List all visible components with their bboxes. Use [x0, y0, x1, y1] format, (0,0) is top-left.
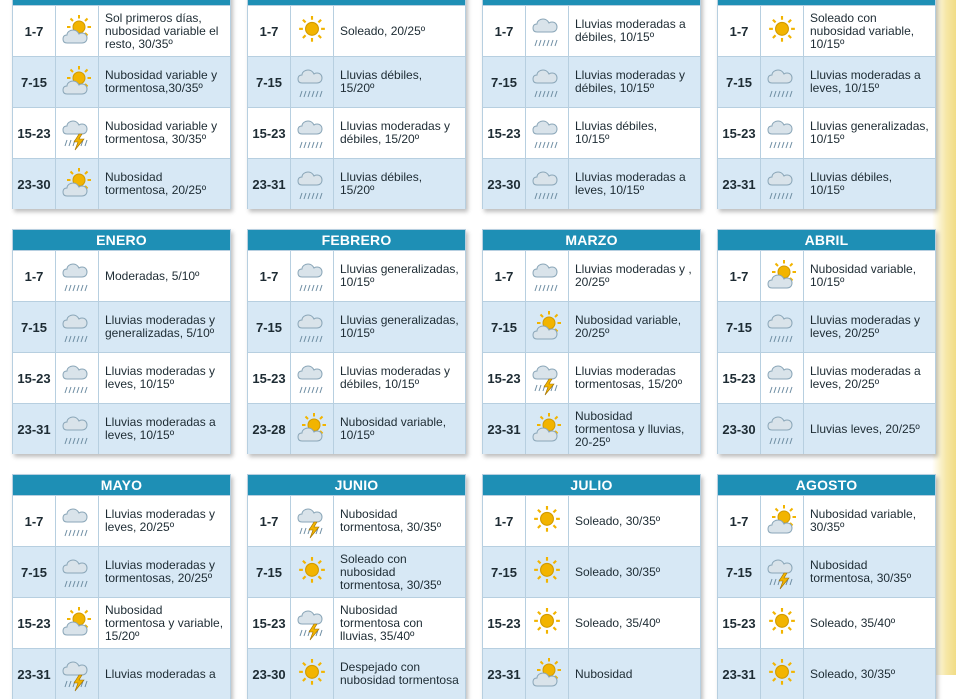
forecast-row [13, 158, 230, 209]
rain-cloud-icon [761, 353, 804, 403]
forecast-row [718, 107, 935, 158]
forecast-row [718, 301, 935, 352]
forecast-row [483, 250, 700, 301]
forecast-row [13, 107, 230, 158]
rain-cloud-icon [291, 159, 334, 209]
date-range: 15-23 [483, 598, 526, 648]
date-range: 15-23 [483, 108, 526, 158]
forecast-text: Moderadas, 5/10º [105, 268, 200, 283]
date-range: 7-15 [483, 547, 526, 597]
forecast-row [483, 403, 700, 454]
month-title: ENERO [13, 230, 230, 250]
date-range: 1-7 [248, 251, 291, 301]
month-card [247, 0, 466, 209]
forecast-text: Soleado, 30/35º [810, 666, 896, 681]
forecast-text: Lluvias moderadas y tormentosas, 20/25º [105, 558, 216, 585]
forecast-text: Soleado, 30/35º [575, 513, 661, 528]
rain-cloud-icon [526, 108, 569, 158]
forecast-text: Soleado con nubosidad variable, 10/15º [810, 10, 915, 51]
sun-icon [291, 547, 334, 597]
date-range: 15-23 [13, 108, 56, 158]
forecast-text: Lluvias débiles, 10/15º [810, 170, 893, 197]
forecast-row [718, 403, 935, 454]
forecast-text: Lluvias moderadas a débiles, 10/15º [575, 17, 686, 44]
date-range: 7-15 [248, 302, 291, 352]
forecast-row [248, 301, 465, 352]
date-range: 23-30 [718, 404, 761, 454]
forecast-row [248, 597, 465, 648]
date-range: 15-23 [248, 353, 291, 403]
month-title: AGOSTO [718, 475, 935, 495]
sun-cloud-icon [526, 649, 569, 699]
date-range: 7-15 [13, 547, 56, 597]
date-range: 23-28 [248, 404, 291, 454]
forecast-row [718, 495, 935, 546]
date-range: 1-7 [718, 496, 761, 546]
rain-cloud-icon [291, 251, 334, 301]
date-range: 15-23 [718, 353, 761, 403]
forecast-row [13, 301, 230, 352]
forecast-row [248, 352, 465, 403]
forecast-text: Lluvias leves, 20/25º [810, 421, 920, 436]
date-range: 7-15 [718, 302, 761, 352]
forecast-row [483, 5, 700, 56]
forecast-row [483, 546, 700, 597]
forecast-text: Nubosidad variable, 20/25º [575, 313, 682, 340]
sun-cloud-icon [56, 598, 99, 648]
month-title: JUNIO [248, 475, 465, 495]
storm-icon [761, 547, 804, 597]
storm-icon [526, 353, 569, 403]
forecast-text: Lluvias débiles, 15/20º [340, 68, 423, 95]
forecast-row [13, 403, 230, 454]
rain-cloud-icon [761, 57, 804, 107]
forecast-row [483, 648, 700, 699]
forecast-row [483, 158, 700, 209]
forecast-text: Nubosidad tormentosa, 30/35º [810, 558, 912, 585]
date-range: 1-7 [483, 6, 526, 56]
forecast-row [248, 5, 465, 56]
sun-cloud-icon [526, 404, 569, 454]
forecast-text: Lluvias moderadas y , 20/25º [575, 262, 692, 289]
date-range: 15-23 [13, 598, 56, 648]
rain-cloud-icon [291, 302, 334, 352]
forecast-text: Nubosidad tormentosa y lluvias, 20-25º [575, 408, 685, 449]
sun-icon [291, 6, 334, 56]
rain-cloud-icon [526, 251, 569, 301]
forecast-row [483, 495, 700, 546]
month-card [482, 0, 701, 209]
forecast-text: Nubosidad variable, 10/15º [810, 262, 917, 289]
sun-icon [761, 649, 804, 699]
date-range: 23-31 [718, 159, 761, 209]
sun-cloud-icon [291, 404, 334, 454]
forecast-row [13, 495, 230, 546]
date-range: 1-7 [13, 6, 56, 56]
sun-cloud-icon [56, 57, 99, 107]
date-range: 23-30 [13, 159, 56, 209]
storm-icon [291, 496, 334, 546]
date-range: 23-30 [248, 649, 291, 699]
forecast-row [13, 546, 230, 597]
forecast-row [13, 56, 230, 107]
date-range: 23-31 [13, 404, 56, 454]
forecast-row [248, 56, 465, 107]
forecast-text: Soleado, 35/40º [810, 615, 896, 630]
date-range: 23-30 [483, 159, 526, 209]
rain-cloud-icon [761, 302, 804, 352]
forecast-text: Lluvias moderadas tormentosas, 15/20º [575, 364, 683, 391]
forecast-text: Lluvias moderadas y débiles, 10/15º [575, 68, 686, 95]
month-card [12, 474, 231, 699]
date-range: 23-31 [248, 159, 291, 209]
forecast-text: Lluvias moderadas y leves, 20/25º [105, 507, 216, 534]
storm-icon [56, 108, 99, 158]
forecast-text: Nubosidad variable, 10/15º [340, 415, 447, 442]
rain-cloud-icon [291, 108, 334, 158]
sun-icon [291, 649, 334, 699]
sun-cloud-icon [761, 251, 804, 301]
forecast-text: Soleado con nubosidad tormentosa, 30/35º [340, 551, 442, 592]
forecast-text: Lluvias moderadas a leves, 10/15º [105, 415, 216, 442]
forecast-text: Lluvias generalizadas, 10/15º [810, 119, 929, 146]
forecast-row [248, 158, 465, 209]
rain-cloud-icon [291, 353, 334, 403]
date-range: 1-7 [718, 6, 761, 56]
rain-cloud-icon [761, 404, 804, 454]
sun-icon [526, 496, 569, 546]
date-range: 15-23 [718, 598, 761, 648]
month-card [482, 229, 701, 454]
date-range: 23-31 [13, 649, 56, 699]
date-range: 7-15 [718, 547, 761, 597]
forecast-text: Lluvias moderadas a leves, 20/25º [810, 364, 921, 391]
rain-cloud-icon [526, 159, 569, 209]
month-title: ABRIL [718, 230, 935, 250]
rain-cloud-icon [56, 251, 99, 301]
sun-cloud-icon [526, 302, 569, 352]
forecast-row [13, 250, 230, 301]
forecast-text: Soleado, 35/40º [575, 615, 661, 630]
forecast-row [483, 301, 700, 352]
forecast-row [248, 495, 465, 546]
forecast-text: Nubosidad variable, 30/35º [810, 507, 917, 534]
forecast-row [483, 352, 700, 403]
rain-cloud-icon [56, 302, 99, 352]
forecast-text: Lluvias moderadas y débiles, 15/20º [340, 119, 451, 146]
rain-cloud-icon [526, 6, 569, 56]
sun-cloud-icon [56, 6, 99, 56]
forecast-row [13, 648, 230, 699]
date-range: 7-15 [13, 302, 56, 352]
forecast-row [718, 352, 935, 403]
date-range: 7-15 [483, 57, 526, 107]
forecast-text: Sol primeros días, nubosidad variable el resto, 30/35º [105, 10, 219, 51]
date-range: 15-23 [248, 108, 291, 158]
rain-cloud-icon [56, 547, 99, 597]
forecast-row [248, 403, 465, 454]
date-range: 15-23 [248, 598, 291, 648]
storm-icon [56, 649, 99, 699]
forecast-row [248, 648, 465, 699]
forecast-row [248, 107, 465, 158]
date-range: 1-7 [248, 6, 291, 56]
forecast-row [718, 597, 935, 648]
forecast-text: Nubosidad variable y tormentosa,30/35º [105, 68, 218, 95]
rain-cloud-icon [291, 57, 334, 107]
forecast-text: Lluvias débiles, 10/15º [575, 119, 658, 146]
forecast-text: Nubosidad [575, 666, 633, 681]
forecast-text: Lluvias moderadas y generalizadas, 5/10º [105, 313, 216, 340]
storm-icon [291, 598, 334, 648]
sun-icon [761, 598, 804, 648]
month-title: MARZO [483, 230, 700, 250]
month-title: MAYO [13, 475, 230, 495]
date-range: 23-31 [483, 649, 526, 699]
date-range: 1-7 [483, 251, 526, 301]
forecast-row [483, 597, 700, 648]
date-range: 23-31 [718, 649, 761, 699]
forecast-row [248, 250, 465, 301]
forecast-row [483, 56, 700, 107]
sun-icon [526, 598, 569, 648]
forecast-row [718, 5, 935, 56]
forecast-text: Lluvias moderadas a leves, 10/15º [810, 68, 921, 95]
forecast-text: Lluvias moderadas y leves, 10/15º [105, 364, 216, 391]
forecast-row [718, 250, 935, 301]
forecast-text: Lluvias débiles, 15/20º [340, 170, 423, 197]
month-card [717, 229, 936, 454]
forecast-row [483, 107, 700, 158]
forecast-text: Lluvias moderadas y débiles, 10/15º [340, 364, 451, 391]
month-card [247, 229, 466, 454]
forecast-row [13, 5, 230, 56]
date-range: 1-7 [13, 251, 56, 301]
forecast-text: Despejado con nubosidad tormentosa [340, 660, 459, 687]
sun-icon [761, 6, 804, 56]
month-title: JULIO [483, 475, 700, 495]
sun-cloud-icon [56, 159, 99, 209]
forecast-text: Nubosidad variable y tormentosa, 30/35º [105, 119, 218, 146]
month-card [247, 474, 466, 699]
forecast-text: Nubosidad tormentosa, 30/35º [340, 507, 442, 534]
rain-cloud-icon [526, 57, 569, 107]
forecast-text: Nubosidad tormentosa y variable, 15/20º [105, 602, 224, 643]
forecast-text: Nubosidad tormentosa, 20/25º [105, 170, 207, 197]
month-card [12, 229, 231, 454]
month-card [482, 474, 701, 699]
date-range: 7-15 [13, 57, 56, 107]
forecast-text: Soleado, 20/25º [340, 23, 426, 38]
rain-cloud-icon [761, 159, 804, 209]
forecast-row [718, 158, 935, 209]
date-range: 23-31 [483, 404, 526, 454]
calendar-grid [12, 0, 936, 699]
rain-cloud-icon [56, 496, 99, 546]
month-card [717, 474, 936, 699]
forecast-text: Lluvias moderadas a leves, 10/15º [575, 170, 686, 197]
date-range: 1-7 [248, 496, 291, 546]
forecast-text: Lluvias moderadas a [105, 666, 216, 681]
rain-cloud-icon [56, 353, 99, 403]
forecast-text: Soleado, 30/35º [575, 564, 661, 579]
forecast-row [13, 597, 230, 648]
date-range: 1-7 [718, 251, 761, 301]
date-range: 15-23 [13, 353, 56, 403]
rain-cloud-icon [761, 108, 804, 158]
date-range: 7-15 [718, 57, 761, 107]
forecast-row [13, 352, 230, 403]
forecast-row [718, 56, 935, 107]
date-range: 7-15 [483, 302, 526, 352]
forecast-row [718, 648, 935, 699]
forecast-text: Lluvias moderadas y leves, 20/25º [810, 313, 921, 340]
sun-icon [526, 547, 569, 597]
month-title: FEBRERO [248, 230, 465, 250]
forecast-row [718, 546, 935, 597]
forecast-text: Lluvias generalizadas, 10/15º [340, 262, 459, 289]
month-card [12, 0, 231, 209]
date-range: 7-15 [248, 547, 291, 597]
forecast-row [248, 546, 465, 597]
forecast-text: Lluvias generalizadas, 10/15º [340, 313, 459, 340]
date-range: 15-23 [483, 353, 526, 403]
forecast-text: Nubosidad tormentosa con lluvias, 35/40º [340, 602, 423, 643]
date-range: 1-7 [483, 496, 526, 546]
date-range: 7-15 [248, 57, 291, 107]
month-card [717, 0, 936, 209]
sun-cloud-icon [761, 496, 804, 546]
rain-cloud-icon [56, 404, 99, 454]
date-range: 15-23 [718, 108, 761, 158]
date-range: 1-7 [13, 496, 56, 546]
